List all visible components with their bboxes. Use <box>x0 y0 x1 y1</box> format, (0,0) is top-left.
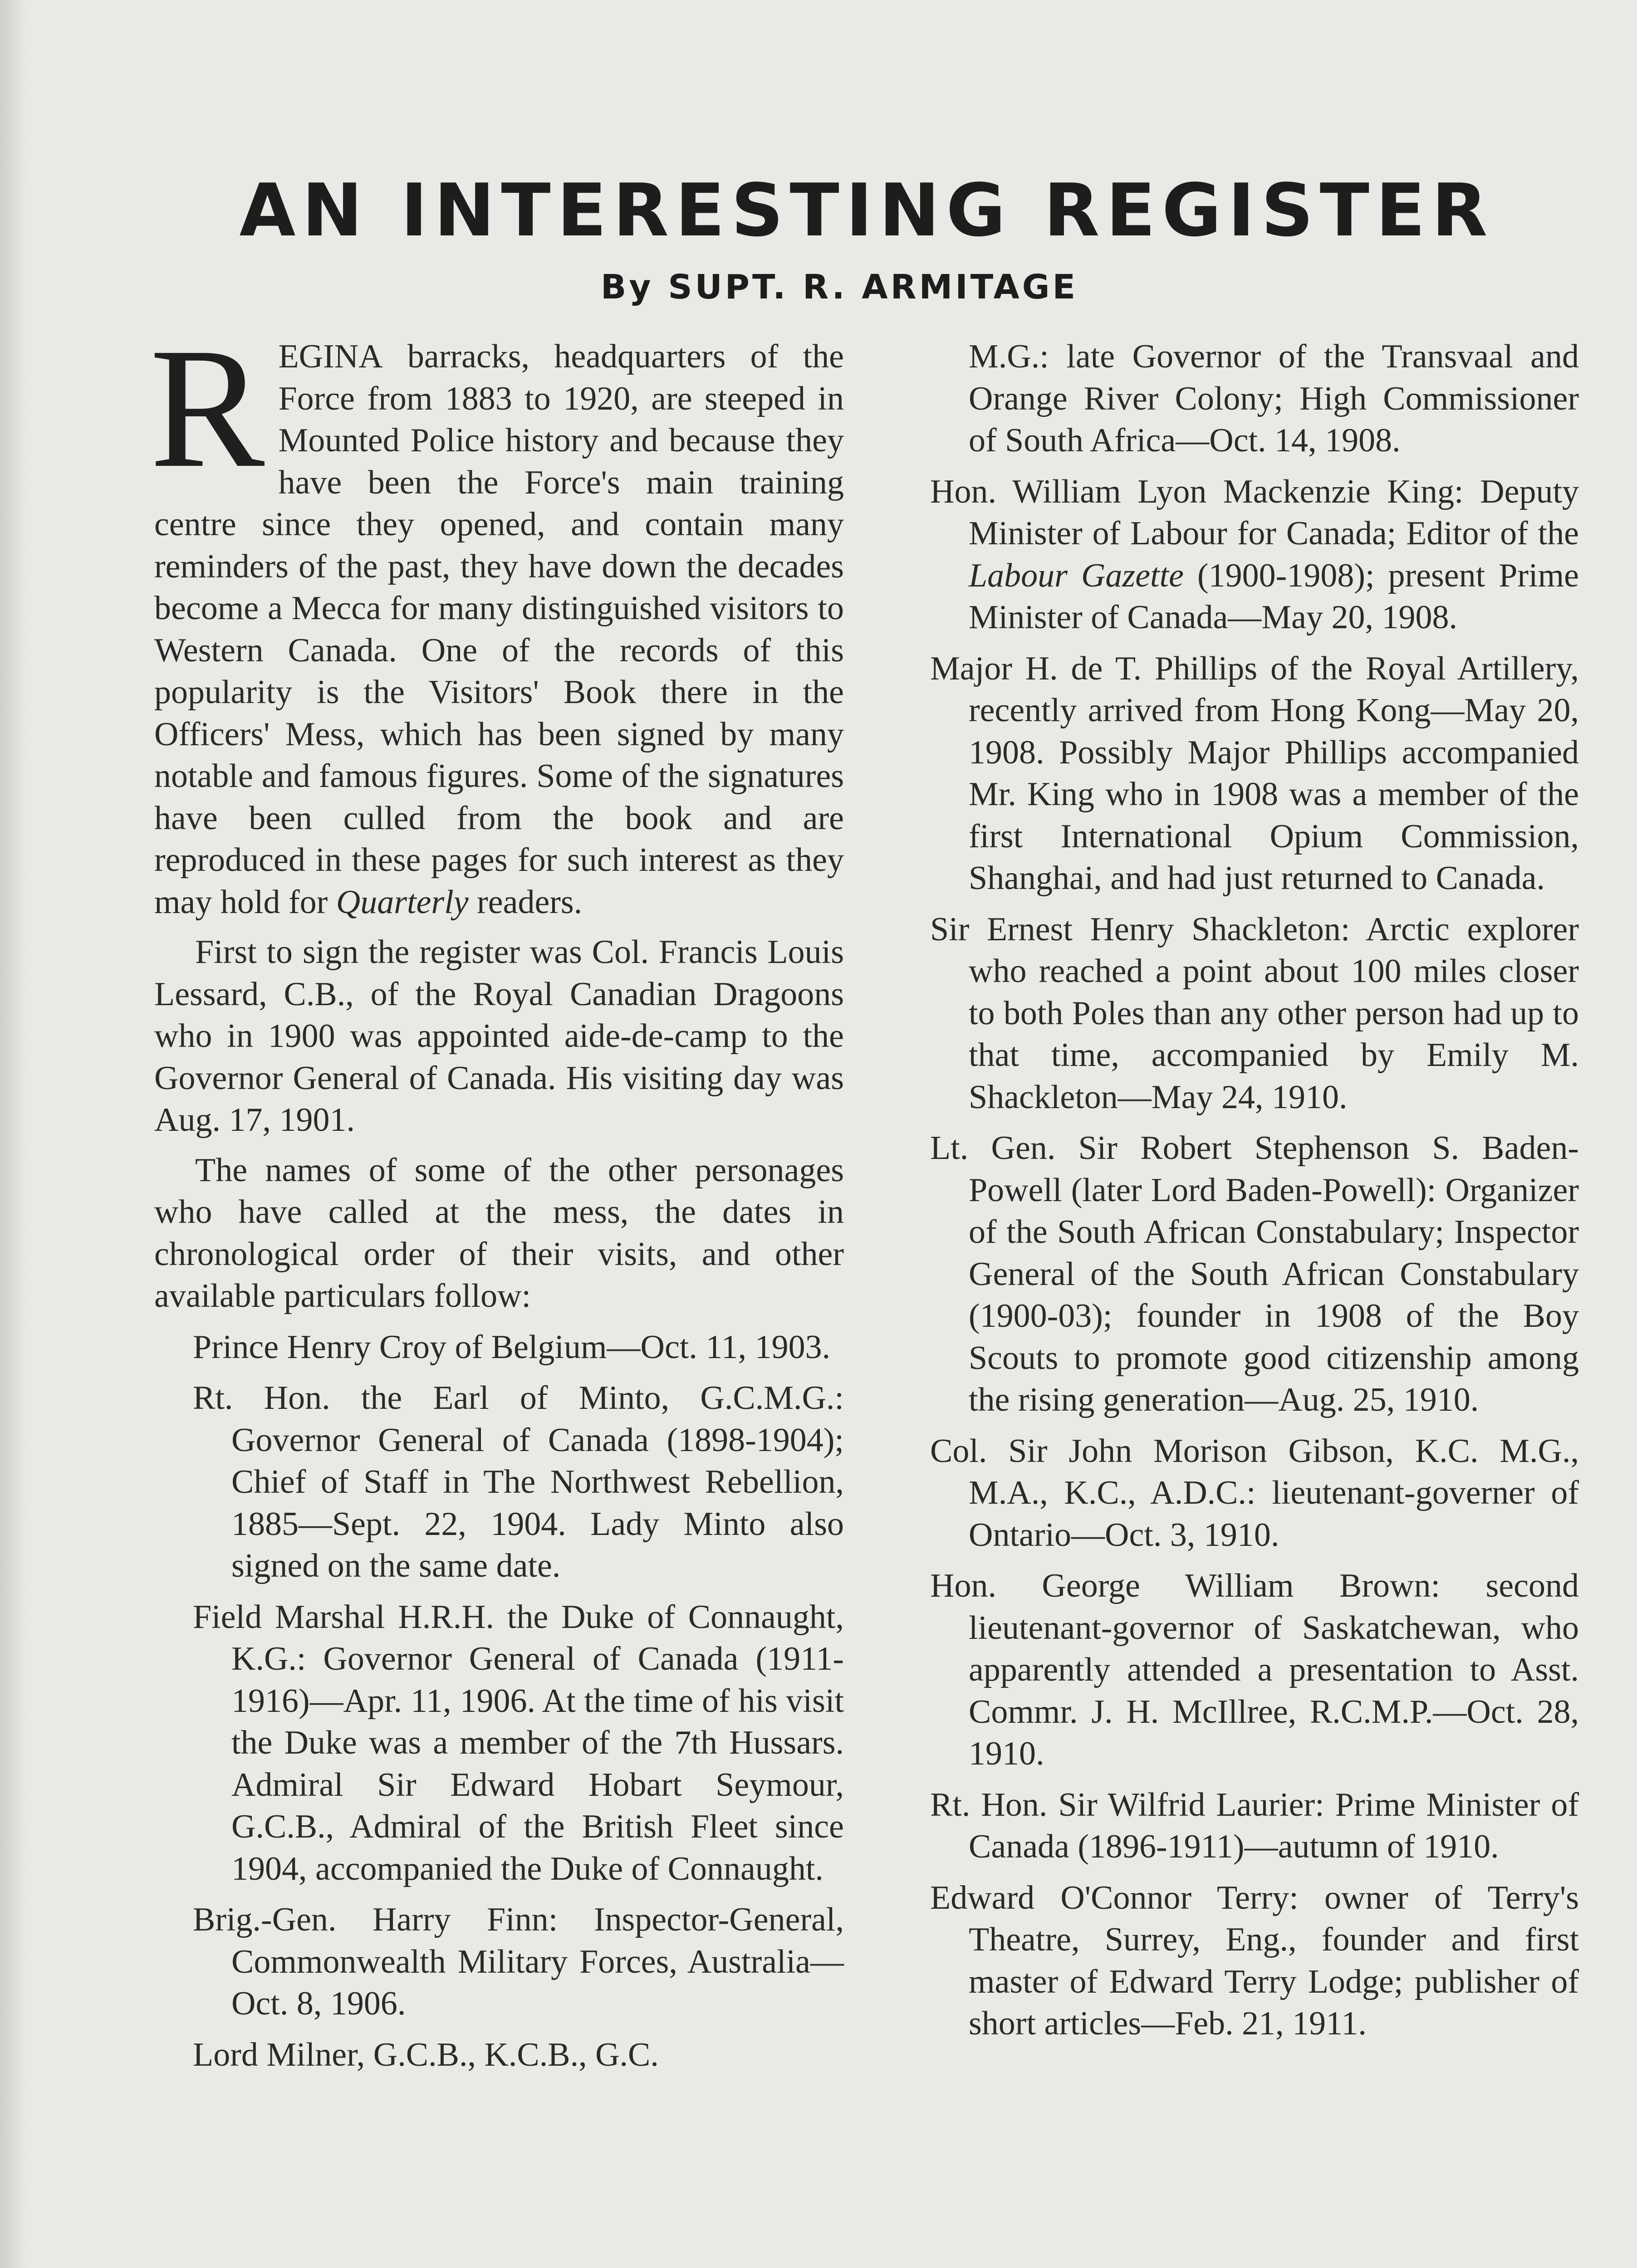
intro-text-2: readers. <box>468 883 583 921</box>
intro-smallcaps: EGINA <box>278 338 383 375</box>
register-entry: Edward O'Connor Terry: owner of Terry's Theatre, Surrey, Eng., founder and first master of Edward Terry Lodge; publisher of short articles—Feb. 21, 1911. <box>930 1879 1579 2042</box>
register-entry: Hon. George William Brown: second lieutenant-governor of Saskatchewan, who apparently attended a presentation to Asst. Commr. J. H. McIllree, R.C.M.P.—Oct. 28, 1910. <box>930 1567 1579 1772</box>
register-entry: Major H. de T. Phillips of the Royal Artillery, recently arrived from Hong Kong—May 20, 1908. Possibly Major Phillips accompanied Mr. King who in 1908 was a member of the first International Opium Commission, Shanghai, and had just returned to Canada. <box>930 650 1579 897</box>
register-entry: Field Marshal H.R.H. the Duke of Connaught, K.G.: Governor General of Canada (1911-1916)—Apr. 11, 1906. At the time of his visit the Duke was a member of the 7th Hussars. Admiral Sir Edward Hobart Seymour, G.C.B., Admiral of the British Fleet since 1904, accompanied the Duke of Connaught. <box>193 1598 844 1887</box>
intro-italic: Quarterly <box>336 883 469 921</box>
register-entry: Rt. Hon. Sir Wilfrid Laurier: Prime Minister of Canada (1896-1911)—autumn of 1910. <box>930 1786 1579 1865</box>
register-entry-king <box>930 471 1579 639</box>
king-text-2: (1900-1908); present Prime Minister of Canada—May 20, 1908. <box>969 557 1579 636</box>
page-edge-shadow <box>0 0 27 2268</box>
register-entry: Lord Milner, G.C.B., K.C.B., G.C. <box>193 2036 659 2073</box>
intro-text-1: barracks, headquarters of the Force from 1883 to 1920, are steeped in Mounted Police history and because they have been the Force's main training centre since they opened, and contain many reminders of the past, they have down the decades become a Mecca for many distinguished visitors to Western Canada. One of the records of this popularity is the Visitors' Book there in the Officers' Mess, which has been signed by many notable and famous figures. Some of the signatures have been culled from the book and are reproduced in these pages for such interest as they may hold for <box>154 338 844 921</box>
drop-cap: R <box>150 313 265 503</box>
register-entry: Col. Sir John Morison Gibson, K.C. M.G., M.A., K.C., A.D.C.: lieutenant-governer of Ontario—Oct. 3, 1910. <box>930 1432 1579 1554</box>
paragraph-other-personages: The names of some of the other personages who have called at the mess, the dates in chronological order of their visits, and other available particulars follow: <box>154 1151 844 1315</box>
register-entry-continued: M.G.: late Governor of the Transvaal and Orange River Colony; High Commissioner of South Africa—Oct. 14, 1908. <box>969 338 1579 459</box>
register-entry: Prince Henry Croy of Belgium—Oct. 11, 1903. <box>193 1328 831 1366</box>
king-text-1: Hon. William Lyon Mackenzie King: Deputy Minister of Labour for Canada; Editor of the <box>930 473 1579 552</box>
left-column <box>150 313 844 2076</box>
register-entry: Rt. Hon. the Earl of Minto, G.C.M.G.: Governor General of Canada (1898-1904); Chief of Staff in The Northwest Rebellion, 1885—Sept. 22, 1904. Lady Minto also signed on the same date. <box>193 1379 844 1584</box>
king-italic: Labour Gazette <box>969 557 1184 594</box>
register-entry: Lt. Gen. Sir Robert Stephenson S. Baden-Powell (later Lord Baden-Powell): Organizer of the South African Constabulary; Inspector General of the South African Constabulary (1900-03); founder in 1908 of the Boy Scouts to promote good citizenship among the rising generation—Aug. 25, 1910. <box>930 1129 1579 1418</box>
article-byline: By SUPT. R. ARMITAGE <box>600 268 1078 307</box>
intro-paragraph <box>150 313 844 923</box>
register-entry: Brig.-Gen. Harry Finn: Inspector-General, Commonwealth Military Forces, Australia—Oct. 8, 1906. <box>193 1901 844 2022</box>
register-entry: Sir Ernest Henry Shackleton: Arctic explorer who reached a point about 100 miles closer to both Poles than any other person had up to that time, accompanied by Emily M. Shackleton—May 24, 1910. <box>930 910 1579 1116</box>
right-column <box>930 336 1579 2045</box>
article-title: AN INTERESTING REGISTER <box>239 168 1494 253</box>
paragraph-first-signer: First to sign the register was Col. Francis Louis Lessard, C.B., of the Royal Canadian Dragoons who in 1900 was appointed aide-de-camp to the Governor General of Canada. His visiting day was Aug. 17, 1901. <box>154 934 844 1139</box>
